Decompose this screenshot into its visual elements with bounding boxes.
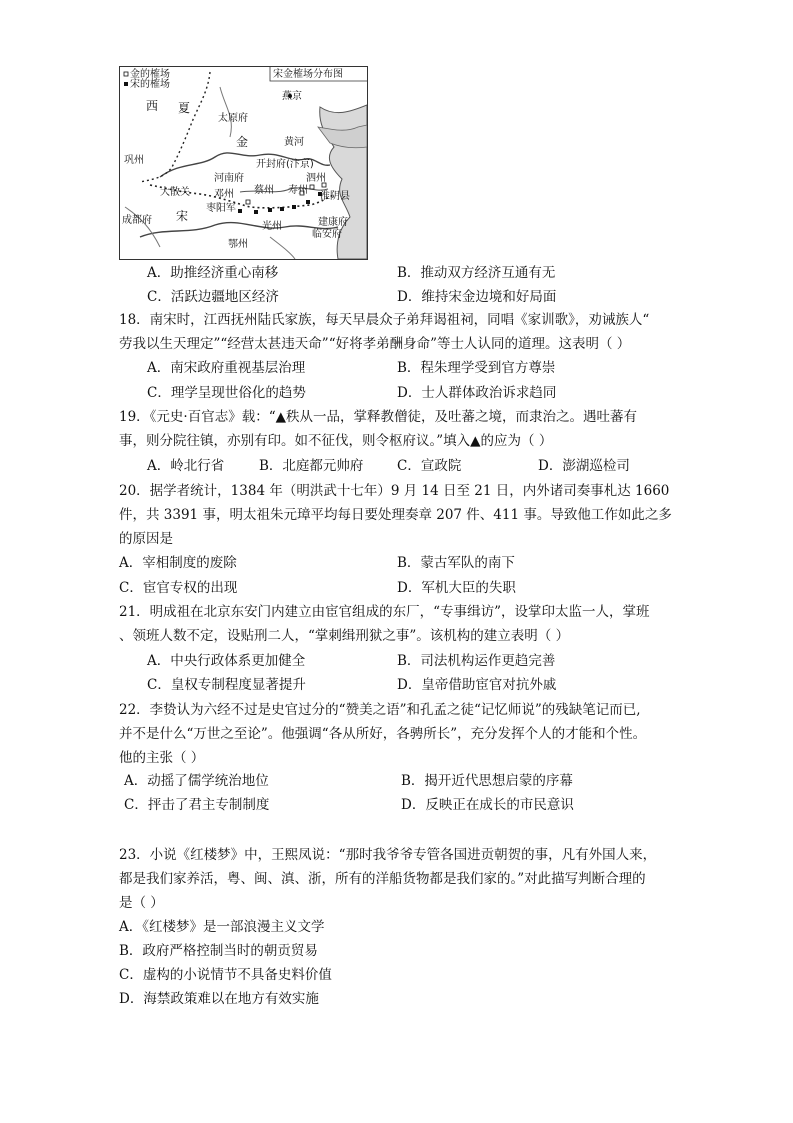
q17-option-c: C．活跃边疆地区经济: [147, 289, 279, 305]
q20-option-a: A．宰相制度的废除: [119, 555, 237, 571]
q18-option-c: C．理学呈现世俗化的趋势: [147, 385, 306, 401]
q23-option-d: D．海禁政策难以在地方有效实施: [119, 991, 319, 1007]
q21-stem-line2: 、领班人数不定，设贴刑二人，“掌刺缉刑狱之事”。该机构的建立表明（ ）: [119, 628, 570, 644]
q21-option-d: D．皇帝借助宦官对抗外戚: [397, 677, 557, 693]
label-yanjing: 燕京: [282, 91, 302, 102]
label-huaiyin: 淮阴县: [320, 191, 350, 202]
q18-option-b: B．程朱理学受到官方尊崇: [397, 360, 556, 376]
q21-stem-line1: 21．明成祖在北京东安门内建立由宦官组成的东厂，“专事缉访”，设掌印太监一人，掌班: [119, 604, 650, 620]
q23-stem-line3: 是（ ）: [119, 895, 164, 911]
q23-stem-line1: 23．小说《红楼梦》中，王熙凤说：“那时我爷爷专管各国进贡朝贺的事，凡有外国人来，: [119, 847, 657, 863]
label-huanghe: 黄河: [284, 137, 304, 148]
label-linan: 临安府: [312, 229, 342, 240]
label-ezhou: 鄂州: [228, 239, 248, 250]
q22-stem-line1: 22．李贽认为六经不过是史官过分的“赞美之语”和孔孟之徒“记忆师说”的残缺笔记而已,: [119, 702, 641, 718]
q22-stem-line2: 并不是什么“万世之至论”。他强调“各从所好，各骋所长”，充分发挥个人的才能和个性。: [119, 726, 647, 742]
q23-option-b: B．政府严格控制当时的朝贡贸易: [119, 943, 318, 959]
label-song: 宋: [176, 209, 189, 223]
q23-option-c: C．虚构的小说情节不具备史料价值: [119, 967, 332, 983]
label-kaifeng: 开封府(汴京): [256, 159, 314, 170]
map-title: 宋金榷场分布图: [273, 69, 343, 80]
label-chengdu: 成都府: [122, 215, 152, 226]
label-sizhou: 泗州: [306, 173, 326, 184]
q20-option-d: D．军机大臣的失职: [397, 580, 516, 596]
q20-option-b: B．蒙古军队的南下: [397, 555, 515, 571]
legend-song: 宋的榷场: [130, 79, 170, 90]
q22-option-c: C．抨击了君主专制制度: [124, 797, 270, 813]
label-dengzhou: 邓州: [214, 189, 234, 200]
q19-stem-line2: 事，则分院往镇，亦别有印。如不征伐，则令枢府议。”填入▲的应为（ ）: [119, 433, 553, 449]
q20-stem-line1: 20．据学者统计，1384 年（明洪武十七年）9 月 14 日至 21 日，内外诸司奏事札达 1660: [119, 483, 670, 499]
q19-option-d: D．澎湖巡检司: [538, 458, 630, 474]
q17-option-d: D．维持宋金边境和好局面: [397, 289, 557, 305]
q21-option-c: C．皇权专制程度显著提升: [147, 677, 306, 693]
q20-option-c: C．宦官专权的出现: [119, 580, 238, 596]
q22-stem-line3: 他的主张（ ）: [119, 750, 205, 766]
label-shouzhou: 寿州: [288, 185, 308, 196]
q19-option-b: B．北庭都元帅府: [259, 458, 364, 474]
label-xixia-xi: 西: [146, 99, 159, 113]
q17-option-a: A．助推经济重心南移: [147, 265, 279, 281]
label-henan: 河南府: [214, 173, 244, 184]
q23-stem-line2: 都是我们家养活，粤、闽、滇、浙，所有的洋船货物都是我们家的。”对此描写判断合理的: [119, 871, 646, 887]
label-caizhou: 蔡州: [254, 185, 274, 196]
label-taiyuan: 太原府: [218, 113, 248, 124]
q19-option-c: C．宣政院: [397, 458, 462, 474]
q22-option-d: D．反映正在成长的市民意识: [401, 797, 574, 813]
label-zaoyang: 枣阳军: [206, 203, 236, 214]
q22-option-a: A．动摇了儒学统治地位: [124, 773, 269, 789]
song-jin-trade-map: [119, 66, 368, 260]
q18-stem-line2: 劳我以生天理定”“经营太甚违天命”“好将孝弟酬身命”等士人认同的道理。这表明（ ）: [119, 336, 631, 352]
label-gongzhou: 巩州: [124, 155, 144, 166]
q19-option-a: A．岭北行省: [147, 458, 225, 474]
q22-option-b: B．揭开近代思想启蒙的序幕: [401, 773, 573, 789]
label-jin: 金: [236, 135, 249, 149]
q18-stem-line1: 18．南宋时，江西抚州陆氏家族，每天早晨众子弟拜谒祖祠，同唱《家训歌》，劝诫族人“: [119, 312, 650, 328]
q23-option-a: A．《红楼梦》是一部浪漫主义文学: [119, 919, 325, 935]
q18-option-a: A．南宋政府重视基层治理: [147, 360, 306, 376]
q17-option-b: B．推动双方经济互通有无: [397, 265, 556, 281]
q21-option-a: A．中央行政体系更加健全: [147, 653, 306, 669]
q19-stem-line1: 19．《元史·百官志》载：“▲秩从一品，掌释教僧徒，及吐蕃之境，而隶治之。遇吐蕃有: [119, 409, 638, 425]
q20-stem-line2: 件，共 3391 事，明太祖朱元璋平均每日要处理奏章 207 件、411 事。导致他工作如此之多: [119, 507, 672, 523]
q20-stem-line3: 的原因是: [119, 531, 173, 547]
q21-option-b: B．司法机构运作更趋完善: [397, 653, 556, 669]
label-jiankang: 建康府: [318, 217, 348, 228]
q18-option-d: D．士人群体政治诉求趋同: [397, 385, 557, 401]
label-dasanguan: 大散关: [160, 187, 190, 198]
label-xixia-xia: 夏: [178, 101, 191, 115]
label-guangzhou: 光州: [262, 221, 282, 232]
legend-jin: 金的榷场: [130, 69, 170, 80]
